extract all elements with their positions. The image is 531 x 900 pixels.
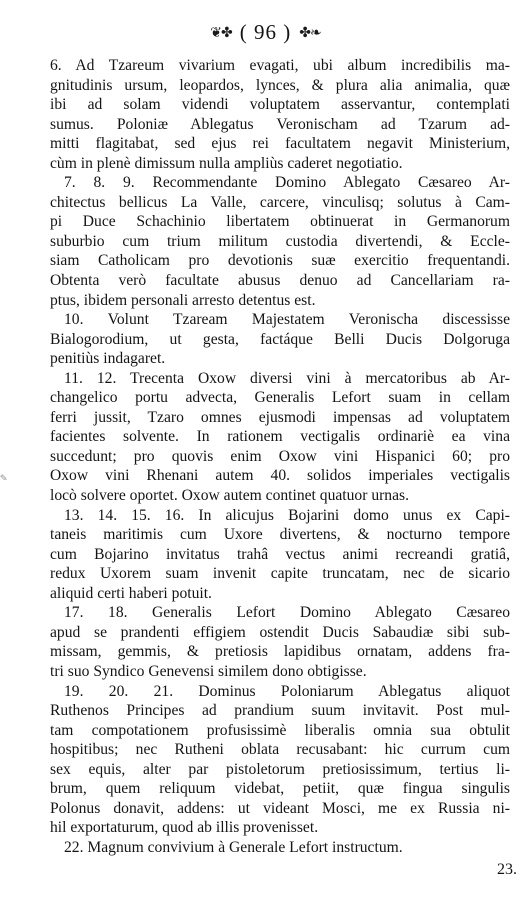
text-line: taneis maritimis cum Uxore divertens, & nocturno tempore — [50, 526, 510, 544]
text-line: suburbio cum trium militum custodia divertendi, & Eccle- — [50, 232, 510, 250]
text-line: succedunt; pro quovis enim Oxow vini Hispanici 60; pro — [50, 447, 510, 465]
text-line: ferri jussit, Tzaro omnes ejusmodi impensas ad voluptatem — [50, 408, 510, 426]
text-line: ibi ad solam videndi voluptatem asservantur, contemplati — [50, 96, 510, 114]
text-line: 13. 14. 15. 16. In alicujus Bojarini domo unus ex Capi- — [64, 506, 510, 524]
text-line: cùm in plenè dimissum nulla ampliùs caderet negotiatio. — [50, 154, 403, 172]
text-line: 11. 12. Trecenta Oxow diversi vini à mercatoribus ab Ar- — [64, 369, 510, 387]
text-line: redux Uxorem suam invenit capite truncatam, nec de sicario — [50, 565, 510, 583]
text-line: Obtenta verò facultate abusus denuo ad Cancellariam ra- — [50, 272, 510, 290]
text-body — [50, 56, 510, 857]
text-line: siam Catholicam pro devotionis suæ exercitio frequentandi. — [50, 252, 510, 270]
text-line: apud se prandenti effigiem ostendit Ducis Sabaudiæ sibi sub- — [50, 623, 510, 641]
text-line: 7. 8. 9. Recommendante Domino Ablegato Cæsareo Ar- — [64, 174, 510, 192]
catchword: 23. — [497, 861, 517, 878]
text-line: facientes solvente. In rationem vectigalis ordinariè ea vina — [50, 428, 510, 446]
text-line: sex equis, alter par pistoletorum pretiosissimum, tertius li- — [50, 760, 510, 778]
text-line: hospitibus; nec Rutheni oblata recusabant: hic currum cum — [50, 741, 510, 759]
text-line: missam, gemmis, & pretiosis lapidibus ornatam, addens fra- — [50, 643, 510, 661]
left-ornament-icon: ❦✤ — [210, 24, 232, 41]
text-line: Polonus donavit, addens: ut videant Mosci, me ex Russia ni- — [50, 799, 510, 817]
text-line: chitectus bellicus La Valle, carcere, vinculisq; solutus à Cam- — [50, 193, 510, 211]
text-line: brum, quem reliquum videbat, petiit, quæ fingua singulis — [50, 780, 510, 798]
text-line: Oxow vini Rhenani autem 40. solidos imperiales vectigalis — [50, 467, 510, 485]
text-line: penitiùs indagaret. — [50, 350, 166, 368]
text-line: Bialogorodium, ut gesta, factáque Belli Ducis Dolgoruga — [50, 330, 510, 348]
text-line: 6. Ad Tzareum vivarium evagati, ubi album incredibilis ma- — [50, 57, 510, 74]
text-line: 10. Volunt Tzaream Majestatem Veronischa discessisse — [64, 311, 510, 329]
text-line: pi Duce Schachinio libertatem obtinuerat in Germanorum — [50, 213, 510, 231]
text-line: tam compotationem profusissimè liberalis omnia sua obtulit — [50, 721, 510, 739]
text-line: hil exportaturum, quod ab illis provenisset. — [50, 819, 319, 837]
text-line: tri suo Syndico Genevensi similem dono obtigisse. — [50, 662, 367, 680]
text-line: cum Bojarino invitatus trahâ vectus animi recreandi gratiâ, — [50, 545, 510, 563]
text-line: Ruthenos Principes ad prandium suum invitavit. Post mul- — [50, 702, 510, 720]
text-line: gnitudinis ursum, leopardos, lynces, & plura alia animalia, quæ — [50, 76, 510, 94]
page-number: ( 96 ) — [239, 20, 292, 44]
text-line: 17. 18. Generalis Lefort Domino Ablegato Cæsareo — [64, 604, 510, 622]
text-line: 22. Magnum convivium à Generale Lefort instructum. — [64, 838, 403, 856]
text-line: changelico portu advecta, Generalis Lefort suam in cellam — [50, 389, 510, 407]
text-line: sumus. Poloniæ Ablegatus Veronischam ad Tzarum ad- — [50, 115, 510, 133]
text-line: ptus, ibidem personali arresto detentus est. — [50, 291, 316, 309]
margin-mark: ✎ — [0, 472, 8, 484]
right-ornament-icon: ✤❧ — [299, 24, 321, 41]
page-header — [0, 20, 531, 45]
text-line: 19. 20. 21. Dominus Poloniarum Ablegatus aliquot — [64, 682, 510, 700]
text-line: aliquid certi haberi potuit. — [50, 584, 212, 602]
text-line: locò solvere oportet. Oxow autem continet quatuor urnas. — [50, 487, 409, 505]
text-line: mitti flagitabat, sed ejus rei facultatem negavit Ministerium, — [50, 135, 510, 153]
